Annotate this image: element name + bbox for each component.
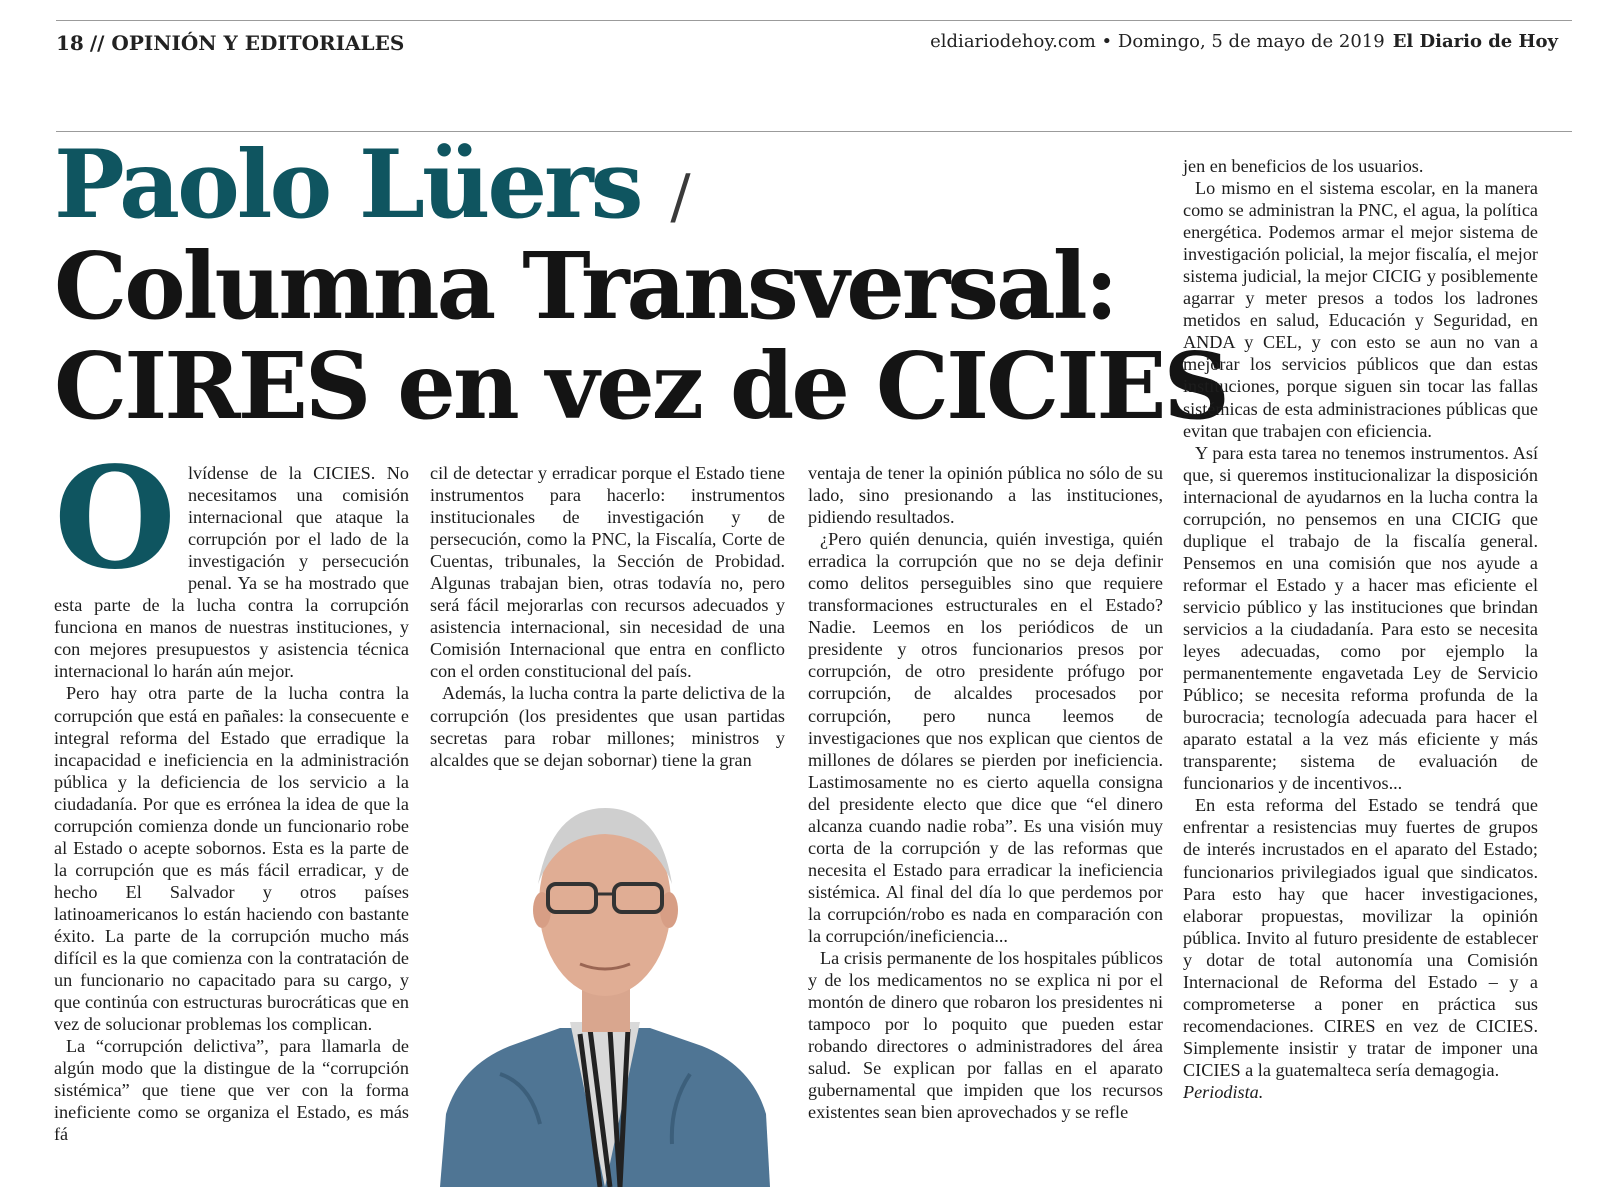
article-paragraph: La “corrupción delictiva”, para llamarla de algún modo que la distingue de la “corrupción sistémica” que tiene que ver con la forma ineficiente como se organiza el Estado, es más fá bbox=[54, 1036, 409, 1145]
article-paragraph: cil de detectar y erradicar porque el Estado tiene instrumentos para hacerlo: instrumentos institucionales de investigación y de persecución, como la PNC, la Fiscalía, Corte de Cuentas, tribunales, la Sección de Probidad. Algunas trabajan bien, otras todavía no, pero será fácil mejorarlas con recursos adecuados y asistencia internacional, sin necesidad de una Comisión Internacional que entra en conflicto con el orden constitucional del país. bbox=[430, 463, 785, 682]
headline-slash: / bbox=[670, 162, 691, 232]
drop-cap: O bbox=[54, 437, 176, 601]
article-column-1 bbox=[54, 437, 409, 1145]
headline-line-2: Columna Transversal: bbox=[54, 232, 1116, 340]
section-label: // OPINIÓN Y EDITORIALES bbox=[89, 31, 405, 55]
top-rule bbox=[56, 20, 1572, 21]
article-column-4 bbox=[1183, 155, 1538, 1103]
article-paragraph: En esta reforma del Estado se tendrá que enfrentar a resistencias muy fuertes de grupos de interés incrustados en el aparato del Estado; funcionarios privilegiados igual que sindicatos. Para esto hay que hacer investigaciones, elaborar propuestas, movilizar la opinión pública. Invito al futuro presidente de establecer y dotar de total autonomía una Comisión Internacional de Reforma del Estado – y a comprometerse a poner en práctica sus recomendaciones. CIRES en vez de CICIES. Simplemente insistir y tratar de imponer una CICIES a la guatemalteca sería demagogia. bbox=[1183, 795, 1538, 1080]
article-paragraph: ¿Pero quién denuncia, quién investiga, quién erradica la corrupción que no se deja definir como delitos perseguibles sino que requiere transformaciones estructurales en el Estado? Nadie. Leemos en los periódicos de un presidente y otros funcionarios presos por corrupción, de otro presidente prófugo por corrupción, de alcaldes procesados por corrupción, pero nunca leemos de investigaciones que nos explican que cientos de millones de dólares se pierden por ineficiencia. Lastimosamente no es cierto aquella consigna del presidente electo que dice que “el dinero alcanza cuando nadie roba”. Es una visión muy corta de la corrupción y de las reformas que necesita el Estado para erradicar la ineficiencia sistémica. Al final del día lo que perdemos por la corrupción/robo es nada en comparación con la corrupción/ineficiencia... bbox=[808, 529, 1163, 946]
page-number: 18 bbox=[56, 31, 84, 55]
page-folio bbox=[56, 31, 404, 55]
article-column-2 bbox=[430, 462, 785, 771]
article-paragraph: Y para esta tarea no tenemos instrumentos. Así que, si queremos institucionalizar la disposición internacional de ayudarnos en la lucha contra la corrupción, no pensemos en una CICIG que duplique el trabajo de la fiscalía general. Pensemos en una comisión que nos ayude a reformar el Estado y a hacer mas eficiente el servicio público y las instituciones que brindan servicios a la ciudadanía. Para esto se necesita leyes adecuadas, como por ejemplo la permanentemente engavetada Ley de Servicio Público; se necesita reforma profunda de la burocracia; tecnología adecuada para hacer el aparato estatal a la vez más eficiente y más transparente; sistema de evaluación de funcionarios y de incentivos... bbox=[1183, 442, 1538, 794]
article-paragraph: Además, la lucha contra la parte delictiva de la corrupción (los presidentes que usan partidas secretas para robar millones; ministros y alcaldes que se dejan sobornar) tiene la gran bbox=[430, 683, 785, 770]
headline-line-3: CIRES en vez de CICIES bbox=[54, 332, 1227, 440]
author-photo bbox=[440, 784, 770, 1187]
article-paragraph: Lo mismo en el sistema escolar, en la manera como se administran la PNC, el agua, la política energética. Podemos armar el mejor sistema de investigación policial, la mejor fiscalía, el mejor sistema judicial, la mejor CICIG y posiblemente agarrar y meter presos a todos los ladrones metidos en salud, Educación y Seguridad, en ANDA y CEL, y con esto se aun no van a mejorar los servicios públicos que dan estas instituciones, porque siguen sin tocar las fallas sistémicas de esta administraciones públicas que evitan que trabajen con eficiencia. bbox=[1183, 178, 1538, 441]
author-signature: Periodista. bbox=[1183, 1081, 1264, 1102]
paper-name: El Diario de Hoy bbox=[1392, 31, 1558, 52]
headline bbox=[54, 130, 1227, 440]
author-name: Paolo Lüers bbox=[54, 130, 641, 240]
article-paragraph: Pero hay otra parte de la lucha contra la corrupción que está en pañales: la consecuente e integral reforma del Estado que erradique la incapacidad e ineficiencia en la administración pública y la deficiencia de los servicio a la ciudadanía. Por que es errónea la idea de que la corrupción comienza donde un funcionario robe al Estado o acepte sobornos. Esta es la parte de la corrupción que es más fácil erradicar, y de hecho El Salvador y otros países latinoamericanos lo están haciendo con bastante éxito. La parte de la corrupción mucho más difícil es la que comienza con la contratación de un funcionario no capacitado para su cargo, y que continúa con estructuras burocráticas que en vez de solucionar problemas los complican. bbox=[54, 683, 409, 1035]
article-paragraph: lvídense de la CICIES. No necesitamos una comisión internacional que ataque la corrupción por el lado de la investigación y persecución penal. Ya se ha mostrado que esta parte de la lucha contra la corrupción funciona en manos de nuestras instituciones, y con mejores presupuestos y asistencia técnica internacional lo harán aún mejor. bbox=[54, 463, 409, 682]
headline-author bbox=[54, 130, 1227, 240]
website-date: eldiariodehoy.com • Domingo, 5 de mayo de 2019 bbox=[930, 31, 1385, 52]
article-paragraph: La crisis permanente de los hospitales públicos y de los medicamentos no se explica ni por el montón de dinero que robaron los presidentes ni tampoco por lo poquito que pueden estar robando directores o administradores del área salud. Se explican por fallas en el aparato gubernamental que impiden que los recursos existentes sean bien aprovechados y se refle bbox=[808, 948, 1163, 1123]
article-column-3 bbox=[808, 462, 1163, 1123]
masthead-info bbox=[930, 31, 1558, 52]
article-paragraph: ventaja de tener la opinión pública no sólo de su lado, sino presionando a las instituciones, pidiendo resultados. bbox=[808, 463, 1163, 528]
article-paragraph: jen en beneficios de los usuarios. bbox=[1183, 156, 1424, 176]
